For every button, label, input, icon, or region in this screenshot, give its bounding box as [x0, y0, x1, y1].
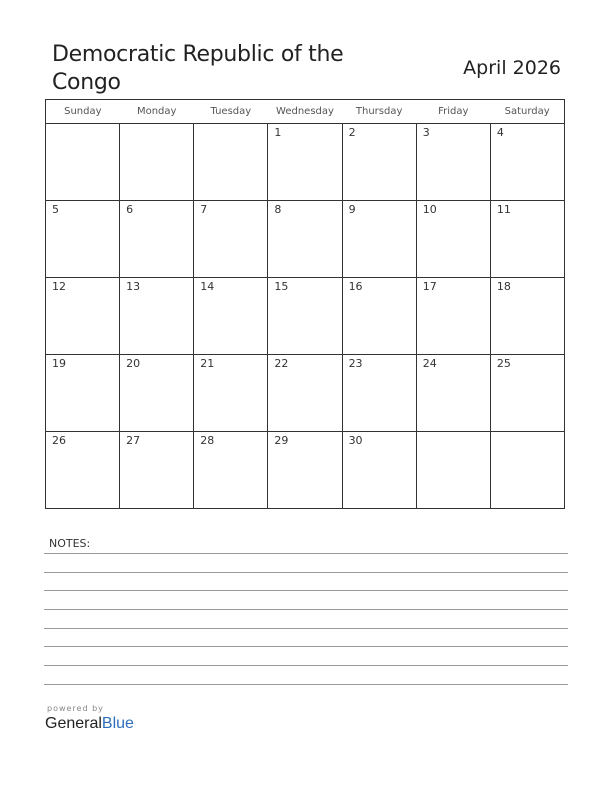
day-cell [268, 124, 342, 201]
day-number: 22 [274, 357, 289, 370]
day-cell [342, 201, 416, 278]
weekday-header-row [46, 100, 565, 124]
weekday-header: Tuesday [194, 100, 268, 124]
day-number: 9 [348, 203, 356, 216]
day-cell [194, 432, 268, 509]
day-number: 24 [422, 357, 437, 370]
day-number: 2 [348, 126, 356, 139]
day-cell [120, 201, 194, 278]
calendar-month-title: April 2026 [463, 57, 561, 79]
day-cell [268, 355, 342, 432]
day-cell [490, 201, 564, 278]
day-cell [416, 355, 490, 432]
day-cell [120, 355, 194, 432]
calendar-grid [45, 99, 565, 509]
day-number: 11 [496, 203, 511, 216]
day-number [417, 432, 490, 434]
day-number [194, 124, 267, 126]
brand-blue-text: Blue [101, 715, 134, 732]
day-number [46, 124, 119, 126]
weekday-header: Sunday [46, 100, 120, 124]
day-cell [490, 355, 564, 432]
day-cell [120, 432, 194, 509]
day-cell [120, 124, 194, 201]
calendar-week-row [46, 355, 565, 432]
generalblue-logo [45, 704, 134, 733]
day-cell [416, 278, 490, 355]
day-number: 12 [52, 280, 66, 293]
powered-by-text: powered by [47, 704, 104, 713]
day-number: 16 [348, 280, 363, 293]
day-cell [194, 124, 268, 201]
day-cell [416, 124, 490, 201]
notes-line [44, 646, 568, 647]
day-number: 10 [422, 203, 437, 216]
day-number: 15 [274, 280, 289, 293]
day-cell [120, 278, 194, 355]
day-cell [342, 278, 416, 355]
notes-line [44, 553, 568, 554]
notes-label: NOTES: [49, 537, 91, 550]
weekday-header: Saturday [490, 100, 564, 124]
day-cell [416, 432, 490, 509]
day-cell [342, 432, 416, 509]
day-cell [194, 278, 268, 355]
notes-line [44, 609, 568, 610]
day-cell [490, 432, 564, 509]
day-cell [46, 432, 120, 509]
day-number: 20 [126, 357, 141, 370]
day-cell [46, 124, 120, 201]
day-number: 14 [200, 280, 215, 293]
notes-line [44, 572, 568, 573]
day-cell [268, 201, 342, 278]
day-cell [268, 278, 342, 355]
day-number: 6 [126, 203, 134, 216]
day-number: 25 [496, 357, 511, 370]
day-number: 28 [200, 434, 215, 447]
calendar-week-row [46, 278, 565, 355]
notes-line [44, 684, 568, 685]
calendar-week-row [46, 124, 565, 201]
day-cell [490, 278, 564, 355]
day-number: 1 [274, 126, 282, 139]
day-cell [46, 201, 120, 278]
day-number: 3 [422, 126, 430, 139]
day-cell [416, 201, 490, 278]
day-number: 27 [126, 434, 141, 447]
weekday-header: Wednesday [268, 100, 342, 124]
notes-line [44, 628, 568, 629]
notes-line [44, 665, 568, 666]
day-number: 17 [422, 280, 437, 293]
notes-line [44, 590, 568, 591]
day-cell [342, 355, 416, 432]
weekday-header: Monday [120, 100, 194, 124]
calendar-country-title: Democratic Republic of the Congo [52, 42, 344, 95]
day-cell [268, 432, 342, 509]
day-number: 29 [274, 434, 289, 447]
day-number: 21 [200, 357, 215, 370]
day-cell [342, 124, 416, 201]
day-cell [194, 201, 268, 278]
day-number: 18 [496, 280, 511, 293]
day-number: 4 [496, 126, 504, 139]
calendar-week-row [46, 201, 565, 278]
day-number: 19 [52, 357, 66, 370]
day-number [120, 124, 193, 126]
day-number [491, 432, 564, 434]
brand-general-text: General [45, 715, 102, 732]
brand-name [45, 715, 134, 733]
day-number: 30 [348, 434, 363, 447]
day-number: 13 [126, 280, 141, 293]
day-number: 8 [274, 203, 282, 216]
weekday-header: Thursday [342, 100, 416, 124]
day-number: 5 [52, 203, 59, 216]
day-number: 7 [200, 203, 208, 216]
weekday-header: Friday [416, 100, 490, 124]
calendar-week-row [46, 432, 565, 509]
day-cell [490, 124, 564, 201]
day-cell [194, 355, 268, 432]
day-number: 23 [348, 357, 363, 370]
day-cell [46, 355, 120, 432]
day-cell [46, 278, 120, 355]
day-number: 26 [52, 434, 66, 447]
